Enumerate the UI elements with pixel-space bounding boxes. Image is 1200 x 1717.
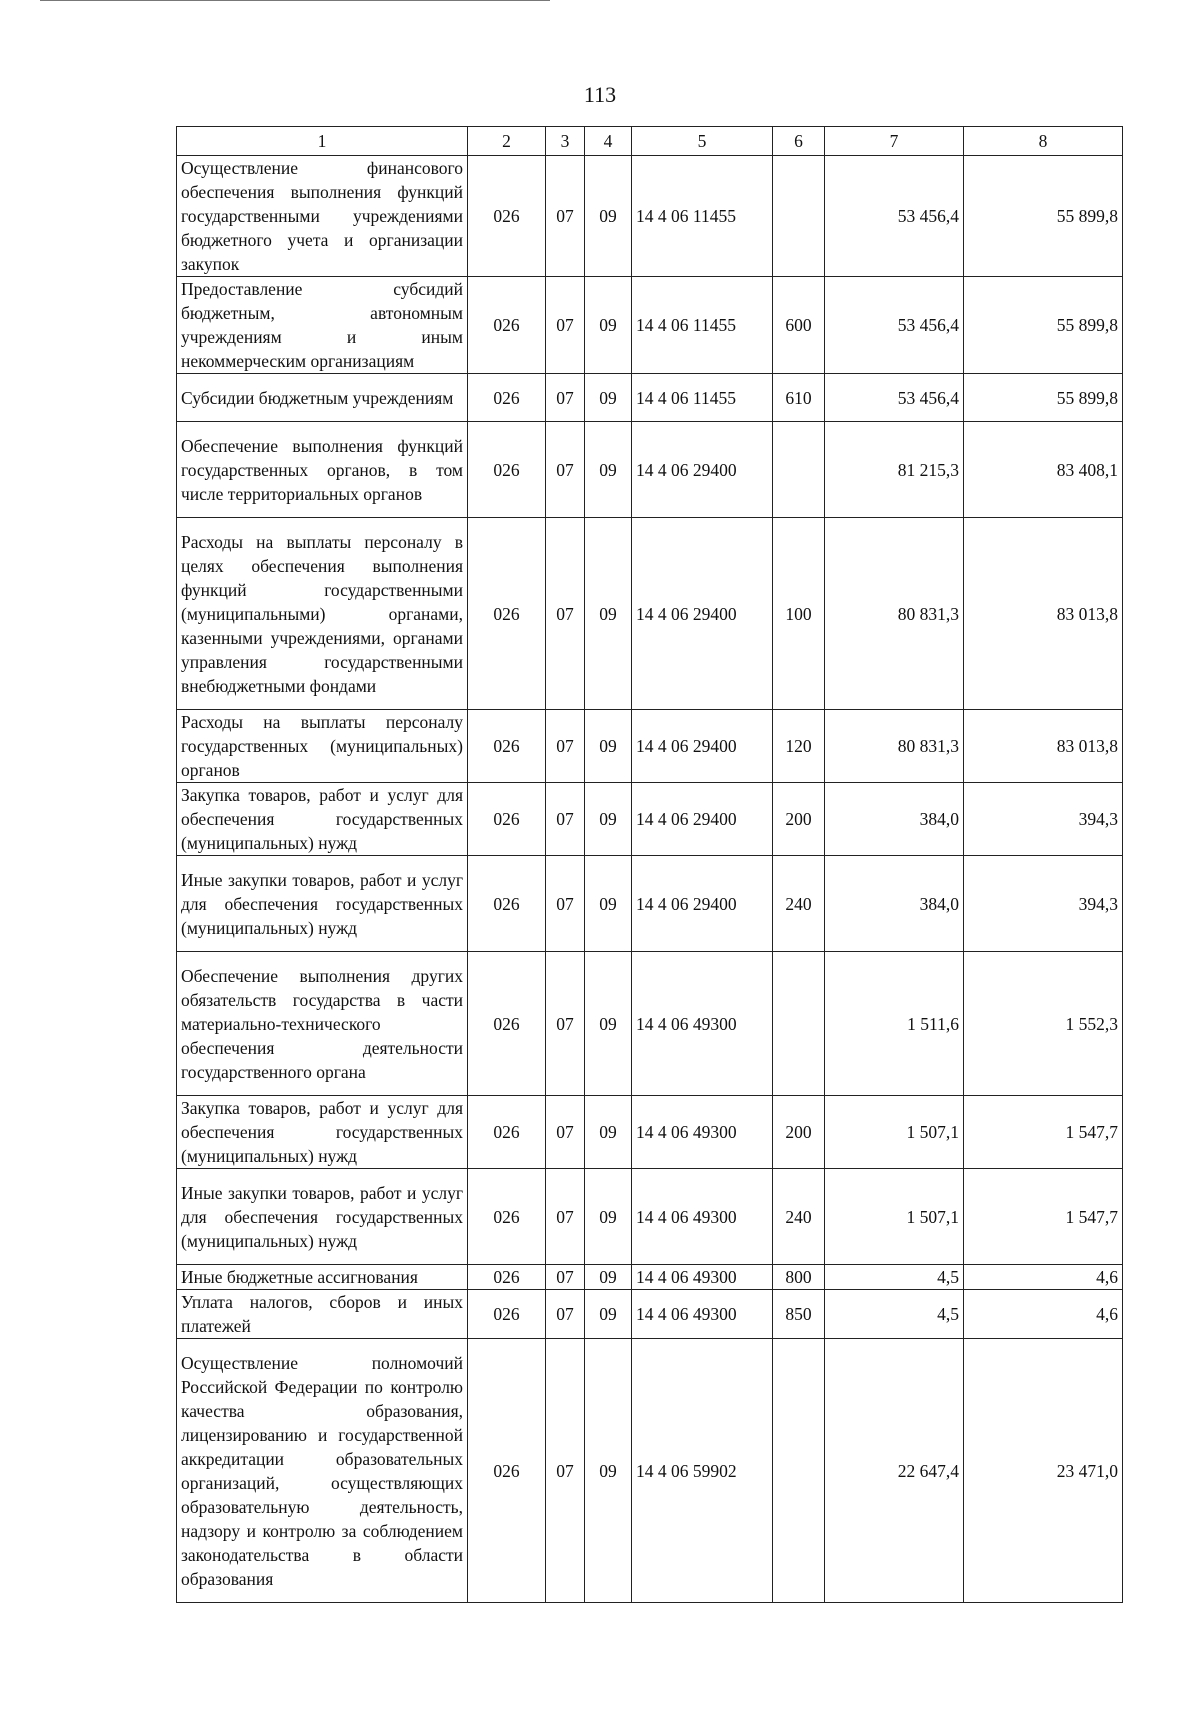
- section-code: 07: [546, 518, 585, 710]
- row-description: Уплата налогов, сборов и иных платежей: [177, 1290, 468, 1339]
- target-article-code: 14 4 06 49300: [632, 952, 773, 1096]
- table-row: [177, 277, 1123, 374]
- section-code: 07: [546, 277, 585, 374]
- subsection-code: 09: [585, 422, 632, 518]
- grbs-code: 026: [468, 710, 546, 783]
- table-row: [177, 856, 1123, 952]
- grbs-code: 026: [468, 856, 546, 952]
- table-row: [177, 374, 1123, 422]
- target-article-code: 14 4 06 11455: [632, 277, 773, 374]
- target-article-code: 14 4 06 59902: [632, 1339, 773, 1603]
- page-number: 113: [583, 82, 617, 107]
- column-header: 5: [632, 127, 773, 156]
- amount-year-1: 53 456,4: [825, 277, 964, 374]
- grbs-code: 026: [468, 952, 546, 1096]
- row-description: Осуществление финансового обеспечения выполнения функций государственными учреждениями бюджетного учета и организации закупок: [177, 156, 468, 277]
- row-description: Иные бюджетные ассигнования: [177, 1265, 468, 1290]
- amount-year-2: 23 471,0: [964, 1339, 1123, 1603]
- table-row: [177, 518, 1123, 710]
- target-article-code: 14 4 06 49300: [632, 1265, 773, 1290]
- grbs-code: 026: [468, 1290, 546, 1339]
- amount-year-2: 83 408,1: [964, 422, 1123, 518]
- section-code: 07: [546, 156, 585, 277]
- amount-year-1: 384,0: [825, 856, 964, 952]
- section-code: 07: [546, 374, 585, 422]
- amount-year-2: 55 899,8: [964, 374, 1123, 422]
- row-description: Иные закупки товаров, работ и услуг для обеспечения государственных (муниципальных) нужд: [177, 1169, 468, 1265]
- table-row: [177, 783, 1123, 856]
- table-row: [177, 1169, 1123, 1265]
- section-code: 07: [546, 1290, 585, 1339]
- section-code: 07: [546, 783, 585, 856]
- expense-type-code: 240: [773, 856, 825, 952]
- row-description: Субсидии бюджетным учреждениям: [177, 374, 468, 422]
- target-article-code: 14 4 06 29400: [632, 710, 773, 783]
- target-article-code: 14 4 06 29400: [632, 422, 773, 518]
- amount-year-1: 4,5: [825, 1265, 964, 1290]
- grbs-code: 026: [468, 783, 546, 856]
- row-description: Осуществление полномочий Российской Федерации по контролю качества образования, лицензированию и государственной аккредитации образовательных организаций, осуществляющих образовательную деятельность, надзору и контролю за соблюдением законодательства в области образования: [177, 1339, 468, 1603]
- amount-year-1: 22 647,4: [825, 1339, 964, 1603]
- top-rule: [40, 0, 550, 1]
- amount-year-2: 394,3: [964, 783, 1123, 856]
- column-header: 8: [964, 127, 1123, 156]
- amount-year-1: 81 215,3: [825, 422, 964, 518]
- amount-year-1: 80 831,3: [825, 710, 964, 783]
- amount-year-1: 1 511,6: [825, 952, 964, 1096]
- header-row: [177, 127, 1123, 156]
- section-code: 07: [546, 1169, 585, 1265]
- grbs-code: 026: [468, 156, 546, 277]
- section-code: 07: [546, 952, 585, 1096]
- amount-year-2: 1 547,7: [964, 1169, 1123, 1265]
- table-row: [177, 952, 1123, 1096]
- column-header: 7: [825, 127, 964, 156]
- target-article-code: 14 4 06 49300: [632, 1096, 773, 1169]
- expense-type-code: 200: [773, 783, 825, 856]
- expense-type-code: 120: [773, 710, 825, 783]
- expense-type-code: 600: [773, 277, 825, 374]
- row-description: Предоставление субсидий бюджетным, автономным учреждениям и иным некоммерческим организациям: [177, 277, 468, 374]
- amount-year-2: 1 552,3: [964, 952, 1123, 1096]
- expense-type-code: [773, 422, 825, 518]
- table-row: [177, 422, 1123, 518]
- amount-year-1: 53 456,4: [825, 374, 964, 422]
- row-description: Закупка товаров, работ и услуг для обеспечения государственных (муниципальных) нужд: [177, 783, 468, 856]
- expense-type-code: 100: [773, 518, 825, 710]
- amount-year-2: 55 899,8: [964, 277, 1123, 374]
- amount-year-2: 1 547,7: [964, 1096, 1123, 1169]
- subsection-code: 09: [585, 952, 632, 1096]
- target-article-code: 14 4 06 29400: [632, 518, 773, 710]
- expense-type-code: [773, 1339, 825, 1603]
- section-code: 07: [546, 422, 585, 518]
- grbs-code: 026: [468, 1265, 546, 1290]
- grbs-code: 026: [468, 422, 546, 518]
- row-description: Расходы на выплаты персоналу в целях обеспечения выполнения функций государственными (муниципальными) органами, казенными учреждениями, органами управления государственными внебюджетными фондами: [177, 518, 468, 710]
- row-description: Обеспечение выполнения других обязательств государства в части материально-технического обеспечения деятельности государственного органа: [177, 952, 468, 1096]
- grbs-code: 026: [468, 1339, 546, 1603]
- amount-year-2: 83 013,8: [964, 518, 1123, 710]
- section-code: 07: [546, 856, 585, 952]
- grbs-code: 026: [468, 374, 546, 422]
- expense-type-code: 800: [773, 1265, 825, 1290]
- amount-year-1: 4,5: [825, 1290, 964, 1339]
- table-row: [177, 1290, 1123, 1339]
- subsection-code: 09: [585, 374, 632, 422]
- amount-year-2: 55 899,8: [964, 156, 1123, 277]
- subsection-code: 09: [585, 783, 632, 856]
- expense-type-code: 200: [773, 1096, 825, 1169]
- expense-type-code: [773, 952, 825, 1096]
- target-article-code: 14 4 06 49300: [632, 1290, 773, 1339]
- subsection-code: 09: [585, 856, 632, 952]
- table-row: [177, 1265, 1123, 1290]
- target-article-code: 14 4 06 11455: [632, 156, 773, 277]
- column-header: 3: [546, 127, 585, 156]
- amount-year-2: 4,6: [964, 1265, 1123, 1290]
- subsection-code: 09: [585, 1169, 632, 1265]
- table-row: [177, 1096, 1123, 1169]
- grbs-code: 026: [468, 518, 546, 710]
- column-header: 4: [585, 127, 632, 156]
- grbs-code: 026: [468, 1096, 546, 1169]
- expense-type-code: 610: [773, 374, 825, 422]
- grbs-code: 026: [468, 1169, 546, 1265]
- subsection-code: 09: [585, 710, 632, 783]
- column-header: 1: [177, 127, 468, 156]
- section-code: 07: [546, 1265, 585, 1290]
- section-code: 07: [546, 1096, 585, 1169]
- amount-year-2: 394,3: [964, 856, 1123, 952]
- amount-year-1: 80 831,3: [825, 518, 964, 710]
- amount-year-1: 53 456,4: [825, 156, 964, 277]
- amount-year-2: 83 013,8: [964, 710, 1123, 783]
- table-row: [177, 1339, 1123, 1603]
- row-description: Закупка товаров, работ и услуг для обеспечения государственных (муниципальных) нужд: [177, 1096, 468, 1169]
- amount-year-1: 1 507,1: [825, 1096, 964, 1169]
- subsection-code: 09: [585, 1339, 632, 1603]
- budget-table: [176, 126, 1123, 1603]
- section-code: 07: [546, 1339, 585, 1603]
- subsection-code: 09: [585, 156, 632, 277]
- target-article-code: 14 4 06 49300: [632, 1169, 773, 1265]
- target-article-code: 14 4 06 11455: [632, 374, 773, 422]
- subsection-code: 09: [585, 277, 632, 374]
- row-description: Расходы на выплаты персоналу государственных (муниципальных) органов: [177, 710, 468, 783]
- column-header: 6: [773, 127, 825, 156]
- row-description: Иные закупки товаров, работ и услуг для обеспечения государственных (муниципальных) нужд: [177, 856, 468, 952]
- subsection-code: 09: [585, 1096, 632, 1169]
- section-code: 07: [546, 710, 585, 783]
- table-row: [177, 710, 1123, 783]
- grbs-code: 026: [468, 277, 546, 374]
- target-article-code: 14 4 06 29400: [632, 783, 773, 856]
- amount-year-2: 4,6: [964, 1290, 1123, 1339]
- column-header: 2: [468, 127, 546, 156]
- subsection-code: 09: [585, 1265, 632, 1290]
- subsection-code: 09: [585, 1290, 632, 1339]
- row-description: Обеспечение выполнения функций государственных органов, в том числе территориальных органов: [177, 422, 468, 518]
- expense-type-code: 240: [773, 1169, 825, 1265]
- amount-year-1: 384,0: [825, 783, 964, 856]
- table-row: [177, 156, 1123, 277]
- target-article-code: 14 4 06 29400: [632, 856, 773, 952]
- amount-year-1: 1 507,1: [825, 1169, 964, 1265]
- expense-type-code: [773, 156, 825, 277]
- expense-type-code: 850: [773, 1290, 825, 1339]
- subsection-code: 09: [585, 518, 632, 710]
